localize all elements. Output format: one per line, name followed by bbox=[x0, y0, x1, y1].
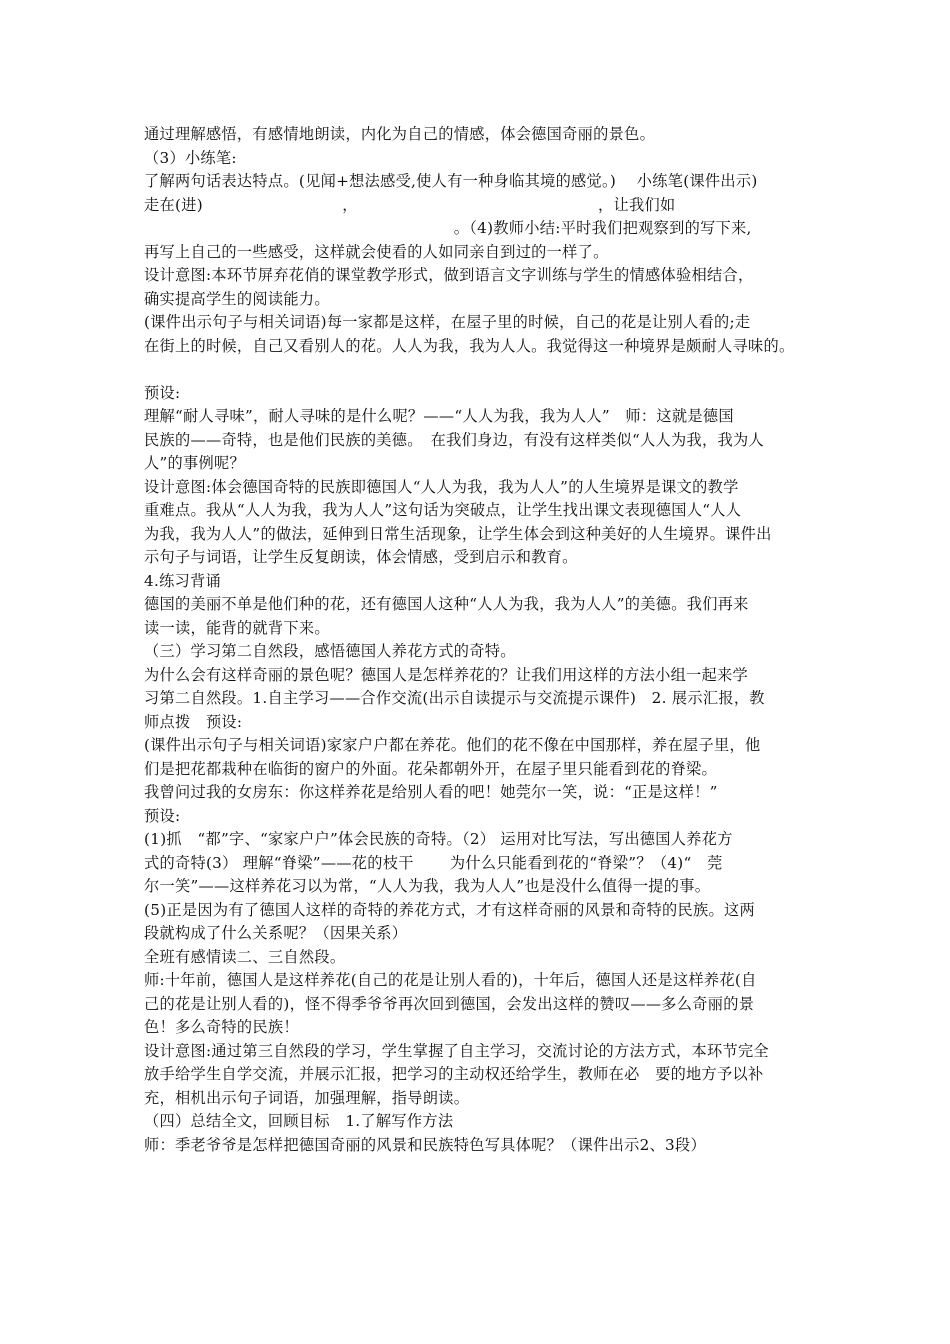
text-line: 师：季老爷爷是怎样把德国奇丽的风景和民族特色写具体呢？（课件出示2、3段） bbox=[144, 1135, 706, 1154]
text-line: 预设: bbox=[144, 806, 181, 825]
text-line: (1)抓 “都”字、“家家户户”体会民族的奇特。（2） 运用对比写法，写出德国人养花方 bbox=[144, 830, 733, 848]
text-line: （3）小练笔: bbox=[144, 148, 237, 167]
text-line: 习第二自然段。1.自主学习——合作交流(出示自读提示与交流提示课件) 2. 展示汇报，教 bbox=[144, 689, 765, 707]
text-line: 们是把花都栽种在临街的窗户的外面。花朵都朝外开，在屋子里只能看到花的脊梁。 bbox=[144, 759, 718, 778]
text-line: 通过理解感悟，有感情地朗读，内化为自己的情感，体会德国奇丽的景色。 bbox=[144, 125, 656, 143]
text-line: 了解两句话表达特点。(见闻+想法感受,使人有一种身临其境的感觉。) 小练笔(课件出示) bbox=[144, 172, 758, 190]
text-line: 充，相机出示句子词语，加强理解，指导朗读。 bbox=[144, 1088, 470, 1107]
text-line: 人”的事例呢？ bbox=[144, 454, 245, 472]
text-line: 设计意图:本环节屏弃花俏的课堂教学形式，做到语言文字训练与学生的情感体验相结合， bbox=[144, 266, 754, 284]
text-line: 民族的——奇特，也是他们民族的美德。 在我们身边，有没有这样类似“人人为我，我为人 bbox=[144, 430, 764, 449]
text-line: (课件出示句子与相关词语)家家户户都在养花。他们的花不像在中国那样，养在屋子里，他 bbox=[144, 736, 761, 754]
text-line: 重难点。我从“人人为我，我为人人”这句话为突破点，让学生找出课文表现德国人“人人 bbox=[144, 501, 742, 519]
text-line: （三）学习第二自然段，感悟德国人养花方式的奇特。 bbox=[144, 642, 516, 660]
text-line: 尔一笑”——这样养花习以为常，“人人为我，我为人人”也是没什么值得一提的事。 bbox=[144, 877, 711, 895]
text-line: 理解“耐人寻味”，耐人寻味的是什么呢？——“人人为我，我为人人” 师：这就是德国 bbox=[144, 407, 734, 425]
text-line: 为什么会有这样奇丽的景色呢？德国人是怎样养花的？让我们用这样的方法小组一起来学 bbox=[144, 665, 749, 684]
document-page bbox=[144, 123, 814, 1157]
text-line: 在街上的时候，自己又看别人的花。人人为我，我为人人。我觉得这一种境界是颇耐人寻味的。 bbox=[144, 336, 795, 355]
text-line: 再写上自己的一些感受，这样就会使看的人如同亲自到过的一样了。 bbox=[144, 242, 609, 261]
text-line: (课件出示句子与相关词语)每一家都是这样，在屋子里的时候，自己的花是让别人看的;走 bbox=[144, 313, 751, 331]
text-line: 段就构成了什么关系呢？（因果关系） bbox=[144, 924, 408, 942]
text-line: 4.练习背诵 bbox=[144, 571, 222, 590]
text-line: 己的花是让别人看的)，怪不得季爷爷再次回到德国，会发出这样的赞叹——多么奇丽的景 bbox=[144, 994, 755, 1013]
text-line: 。（4)教师小结:平时我们把观察到的写下来, bbox=[144, 219, 752, 237]
text-line: 放手给学生自学交流，并展示汇报，把学习的主动权还给学生，教师在必 要的地方予以补 bbox=[144, 1065, 764, 1083]
text-line: 德国的美丽不单是他们种的花，还有德国人这种“人人为我，我为人人”的美德。我们再来 bbox=[144, 595, 749, 613]
text-line: 为我，我为人人”的做法，延伸到日常生活现象，让学生体会到这种美好的人生境界。课件出 bbox=[144, 524, 772, 543]
text-line: 确实提高学生的阅读能力。 bbox=[144, 289, 330, 308]
blank-line bbox=[144, 358, 814, 382]
text-line: 预设: bbox=[144, 383, 181, 402]
text-line: 设计意图:体会德国奇特的民族即德国人“人人为我，我为人人”的人生境界是课文的教学 bbox=[144, 477, 739, 496]
text-line: 我曾问过我的女房东：你这样养花是给别人看的吧！她莞尔一笑，说：“正是这样！” bbox=[144, 783, 718, 801]
text-line: 式的奇特(3） 理解“脊梁”——花的枝干 为什么只能看到花的“脊梁”？（4)“ 莞 bbox=[144, 853, 723, 872]
text-line: 设计意图:通过第三自然段的学习，学生掌握了自主学习，交流讨论的方法方式，本环节完全 bbox=[144, 1041, 769, 1060]
text-line: 色！多么奇特的民族！ bbox=[144, 1018, 299, 1036]
text-line: 走在(进) ， ，让我们如 bbox=[144, 195, 676, 214]
text-line: 读一读，能背的就背下来。 bbox=[144, 618, 330, 637]
text-line: 全班有感情读二、三自然段。 bbox=[144, 947, 346, 966]
text-line: 师点拨 预设: bbox=[144, 712, 243, 731]
text-line: （四）总结全文，回顾目标 1.了解写作方法 bbox=[144, 1112, 454, 1130]
text-line: (5)正是因为有了德国人这样的奇特的养花方式，才有这样奇丽的风景和奇特的民族。这两 bbox=[144, 900, 755, 919]
text-line: 示句子与词语，让学生反复朗读，体会情感，受到启示和教育。 bbox=[144, 548, 578, 566]
text-line: 师:十年前，德国人是这样养花(自己的花是让别人看的)，十年后，德国人还是这样养花(自 bbox=[144, 971, 757, 989]
